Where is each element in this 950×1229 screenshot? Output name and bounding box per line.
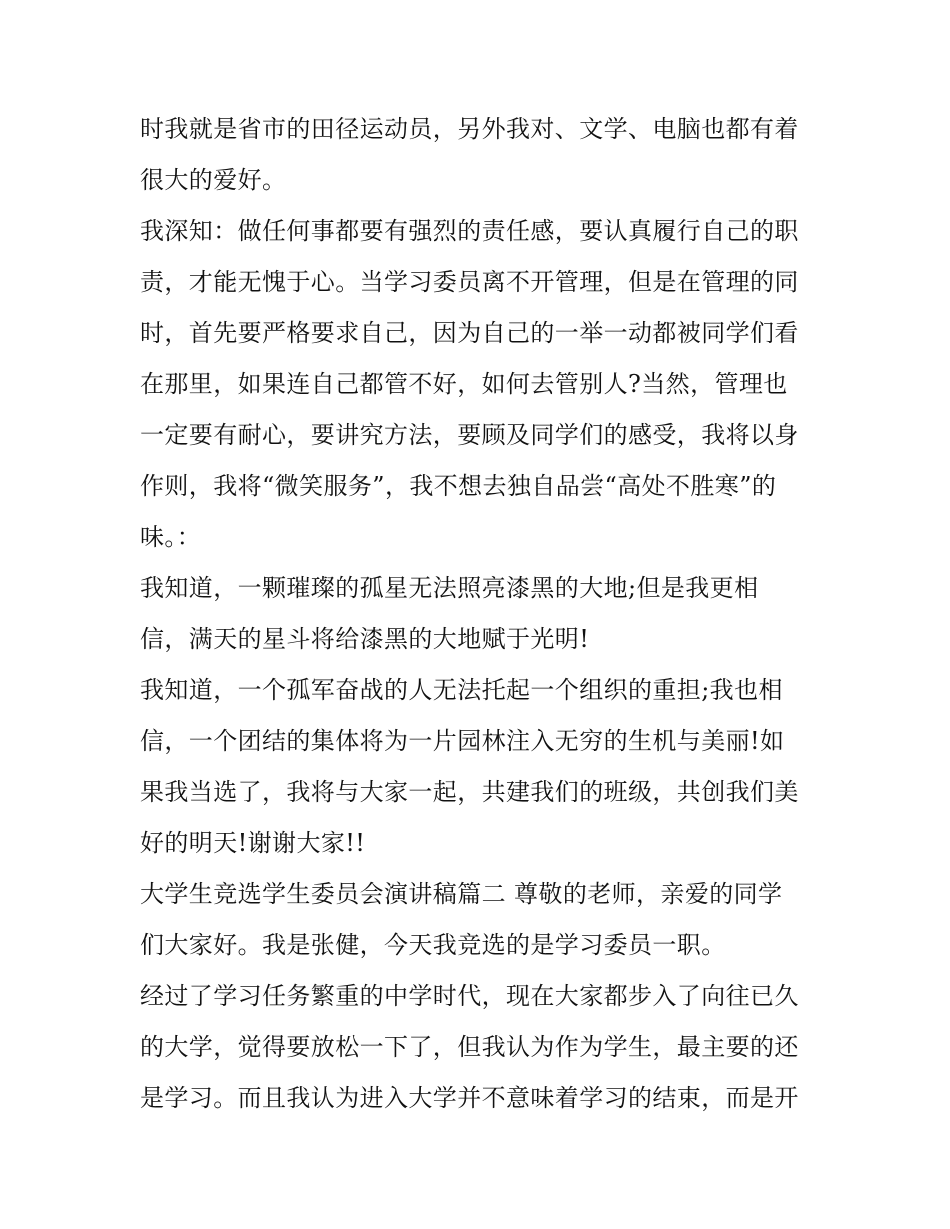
- text-line: 责，才能无愧于心。当学习委员离不开管理，但是在管理的同: [140, 268, 799, 296]
- text-line: 好的明天!谢谢大家!!: [140, 829, 366, 857]
- text-line: 时我就是省市的田径运动员，另外我对、文学、电脑也都有着: [140, 115, 799, 143]
- text-line: 信，满天的星斗将给漆黑的大地赋于光明!: [140, 625, 590, 653]
- text-line: 很大的爱好。: [140, 166, 287, 194]
- text-line: 在那里，如果连自己都管不好，如何去管别人?当然，管理也: [140, 370, 788, 398]
- text-line: 一定要有耐心，要讲究方法，要顾及同学们的感受，我将以身: [140, 421, 799, 449]
- text-line: 的大学，觉得要放松一下了，但我认为作为学生，最主要的还: [140, 1033, 799, 1061]
- text-line: 时，首先要严格要求自己，因为自己的一举一动都被同学们看: [140, 319, 799, 347]
- text-line: 大学生竞选学生委员会演讲稿篇二 尊敬的老师，亲爱的同学: [140, 880, 783, 908]
- text-line: 我深知：做任何事都要有强烈的责任感，要认真履行自己的职: [140, 217, 799, 245]
- text-line: 我知道，一个孤军奋战的人无法托起一个组织的重担;我也相: [140, 676, 783, 704]
- text-line: 我知道，一颗璀璨的孤星无法照亮漆黑的大地;但是我更相: [140, 574, 759, 602]
- text-line: 们大家好。我是张健，今天我竞选的是学习委员一职。: [140, 931, 726, 959]
- document-body: [140, 104, 830, 1124]
- text-line: 作则，我将“微笑服务”，我不想去独自品尝“高处不胜寒”的: [140, 472, 777, 500]
- text-line: 是学习。而且我认为进入大学并不意味着学习的结束，而是开: [140, 1084, 799, 1112]
- text-line: 信，一个团结的集体将为一片园林注入无穷的生机与美丽!如: [140, 727, 785, 755]
- text-line: 果我当选了，我将与大家一起，共建我们的班级，共创我们美: [140, 778, 799, 806]
- text-line: 经过了学习任务繁重的中学时代，现在大家都步入了向往已久: [140, 982, 799, 1010]
- text-line: 味。：: [140, 523, 202, 551]
